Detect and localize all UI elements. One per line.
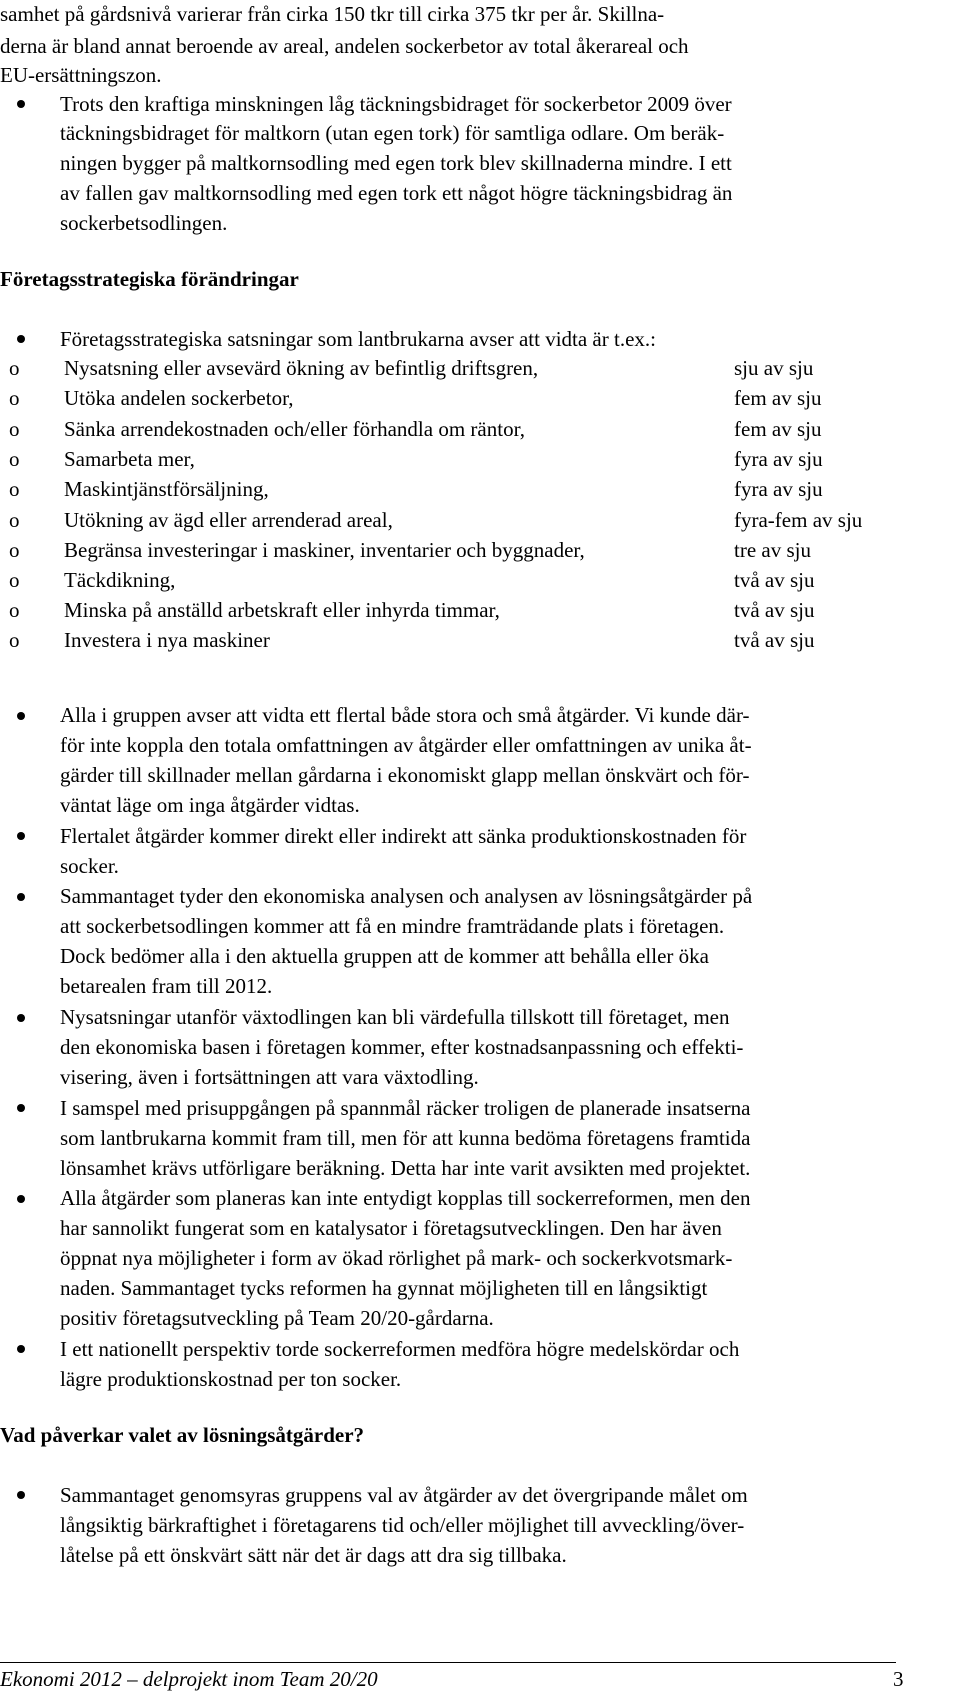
circle-marker-icon: o	[9, 598, 20, 622]
bullet-line: naden. Sammantaget tycks reformen ha gynnat möjligheten till en långsiktigt	[60, 1276, 708, 1300]
bullet-icon	[17, 335, 25, 343]
bullet-line: Alla åtgärder som planeras kan inte entydigt kopplas till sockerreformen, men den	[60, 1186, 751, 1210]
bullet-line: betarealen fram till 2012.	[60, 974, 273, 998]
strategy-count: två av sju	[734, 568, 815, 592]
circle-marker-icon: o	[9, 477, 20, 501]
bullet-line: av fallen gav maltkornsodling med egen tork ett något högre täckningsbidrag än	[60, 181, 733, 205]
bullet-icon	[17, 100, 25, 108]
bullet-line: lönsamhet krävs utförligare beräkning. Detta har inte varit avsikten med projektet.	[60, 1156, 751, 1180]
section-heading: Vad påverkar valet av lösningsåtgärder?	[0, 1423, 365, 1447]
bullet-icon	[17, 893, 25, 901]
bullet-line: Dock bedömer alla i den aktuella gruppen att de kommer att behålla eller öka	[60, 944, 709, 968]
circle-marker-icon: o	[9, 538, 20, 562]
strategy-measure: Begränsa investeringar i maskiner, inventarier och byggnader,	[64, 538, 585, 562]
circle-marker-icon: o	[9, 386, 20, 410]
bullet-line: den ekonomiska basen i företagen kommer, efter kostnadsanpassning och effekti-	[60, 1035, 744, 1059]
circle-marker-icon: o	[9, 568, 20, 592]
bullet-line: väntat läge om inga åtgärder vidtas.	[60, 793, 360, 817]
strategy-count: fem av sju	[734, 417, 822, 441]
bullet-line: I ett nationellt perspektiv torde sockerreformen medföra högre medelskördar och	[60, 1337, 740, 1361]
strategy-intro: Företagsstrategiska satsningar som lantbrukarna avser att vidta är t.ex.:	[60, 327, 656, 351]
bullet-line: positiv företagsutveckling på Team 20/20-gårdarna.	[60, 1306, 494, 1330]
strategy-count: tre av sju	[734, 538, 811, 562]
strategy-count: fyra av sju	[734, 447, 823, 471]
bullet-line: socker.	[60, 854, 119, 878]
strategy-measure: Samarbeta mer,	[64, 447, 195, 471]
bullet-line: gärder till skillnader mellan gårdarna i ekonomiskt glapp mellan önskvärt och för-	[60, 763, 750, 787]
bullet-line: har sannolikt fungerat som en katalysator i företagsutvecklingen. Den har även	[60, 1216, 722, 1240]
footer-text: Ekonomi 2012 – delprojekt inom Team 20/20	[0, 1667, 378, 1691]
strategy-measure: Nysatsning eller avsevärd ökning av befintlig driftsgren,	[64, 356, 539, 380]
circle-marker-icon: o	[9, 628, 20, 652]
bullet-line: sockerbetsodlingen.	[60, 211, 228, 235]
strategy-measure: Minska på anställd arbetskraft eller inhyrda timmar,	[64, 598, 500, 622]
bullet-icon	[17, 712, 25, 720]
bullet-line: öppnat nya möjligheter i form av ökad rörlighet på mark- och sockerkvotsmark-	[60, 1246, 733, 1270]
intro-line: EU-ersättningszon.	[0, 63, 162, 87]
bullet-line: Nysatsningar utanför växtodlingen kan bli värdefulla tillskott till företaget, men	[60, 1005, 730, 1029]
strategy-count: sju av sju	[734, 356, 814, 380]
strategy-measure: Maskintjänstförsäljning,	[64, 477, 269, 501]
circle-marker-icon: o	[9, 508, 20, 532]
section-heading: Företagsstrategiska förändringar	[0, 267, 299, 291]
strategy-measure: Täckdikning,	[64, 568, 176, 592]
strategy-measure: Investera i nya maskiner	[64, 628, 270, 652]
bullet-line: täckningsbidraget för maltkorn (utan egen tork) för samtliga odlare. Om beräk-	[60, 121, 725, 145]
bullet-line: för inte koppla den totala omfattningen av åtgärder eller omfattningen av unika åt-	[60, 733, 752, 757]
bullet-line: lägre produktionskostnad per ton socker.	[60, 1367, 402, 1391]
bullet-line: som lantbrukarna kommit fram till, men för att kunna bedöma företagens framtida	[60, 1126, 751, 1150]
bullet-line: låtelse på ett önskvärt sätt när det är dags att dra sig tillbaka.	[60, 1543, 567, 1567]
bullet-line: Trots den kraftiga minskningen låg täckningsbidraget för sockerbetor 2009 över	[60, 92, 732, 116]
bullet-line: ningen bygger på maltkornsodling med egen tork blev skillnaderna mindre. I ett	[60, 151, 732, 175]
circle-marker-icon: o	[9, 417, 20, 441]
strategy-count: två av sju	[734, 598, 815, 622]
bullet-line: visering, även i fortsättningen att vara växtodling.	[60, 1065, 479, 1089]
bullet-icon	[17, 1195, 25, 1203]
bullet-icon	[17, 1491, 25, 1499]
bullet-line: att sockerbetsodlingen kommer att få en mindre framträdande plats i företagen.	[60, 914, 725, 938]
bullet-line: långsiktig bärkraftighet i företagarens tid och/eller möjlighet till avveckling/över-	[60, 1513, 745, 1537]
bullet-icon	[17, 1104, 25, 1112]
bullet-line: Flertalet åtgärder kommer direkt eller indirekt att sänka produktionskostnaden för	[60, 824, 747, 848]
intro-line: derna är bland annat beroende av areal, andelen sockerbetor av total åkerareal och	[0, 34, 689, 58]
strategy-measure: Sänka arrendekostnaden och/eller förhandla om räntor,	[64, 417, 525, 441]
strategy-measure: Utökning av ägd eller arrenderad areal,	[64, 508, 393, 532]
strategy-count: fem av sju	[734, 386, 822, 410]
strategy-measure: Utöka andelen sockerbetor,	[64, 386, 294, 410]
bullet-line: Sammantaget tyder den ekonomiska analysen och analysen av lösningsåtgärder på	[60, 884, 753, 908]
footer-rule	[0, 1662, 896, 1663]
page-number: 3	[893, 1667, 904, 1691]
bullet-line: Alla i gruppen avser att vidta ett flertal både stora och små åtgärder. Vi kunde där-	[60, 703, 750, 727]
strategy-count: fyra-fem av sju	[734, 508, 863, 532]
strategy-count: två av sju	[734, 628, 815, 652]
circle-marker-icon: o	[9, 447, 20, 471]
bullet-icon	[17, 1345, 25, 1353]
bullet-icon	[17, 1014, 25, 1022]
bullet-line: Sammantaget genomsyras gruppens val av åtgärder av det övergripande målet om	[60, 1483, 748, 1507]
strategy-count: fyra av sju	[734, 477, 823, 501]
bullet-icon	[17, 832, 25, 840]
bullet-line: I samspel med prisuppgången på spannmål räcker troligen de planerade insatserna	[60, 1096, 751, 1120]
circle-marker-icon: o	[9, 356, 20, 380]
intro-line: samhet på gårdsnivå varierar från cirka 150 tkr till cirka 375 tkr per år. Skillna-	[0, 2, 665, 26]
